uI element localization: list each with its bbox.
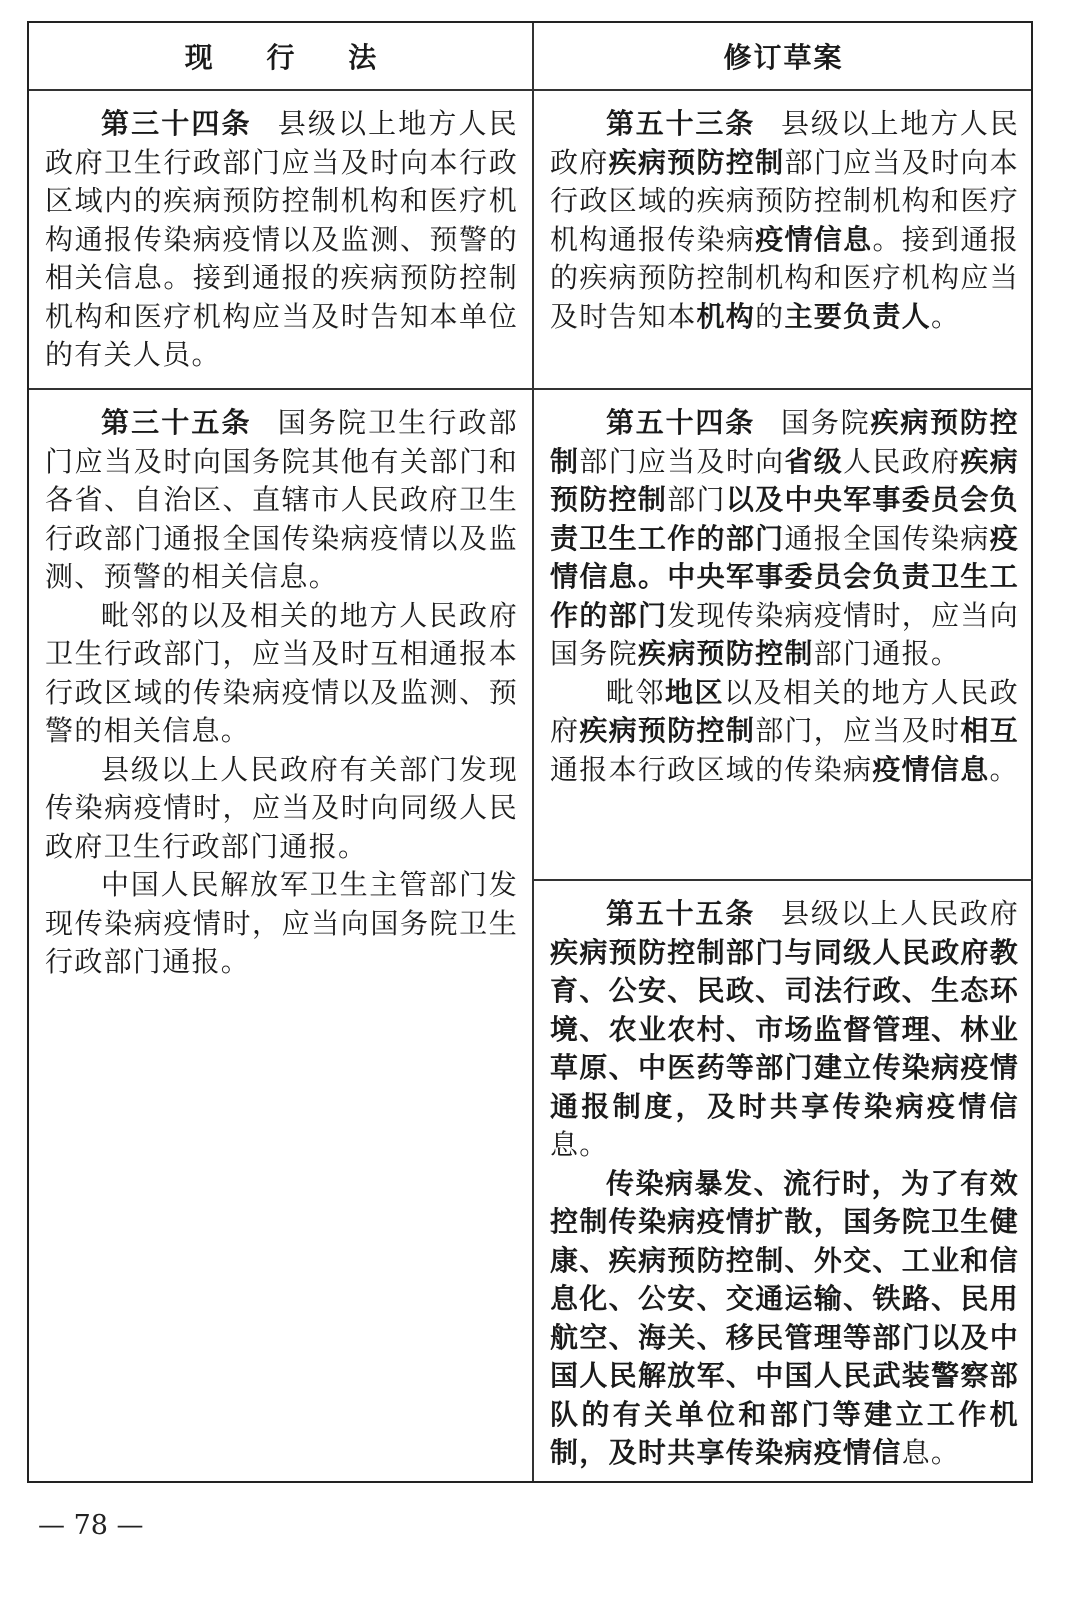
article-53-text: 。接到通报的疾病预防控制机构和医疗机构应当及时告知本 (550, 222, 1019, 333)
right-article-53 (534, 91, 1033, 336)
article-54-p2-text: 毗邻 (606, 675, 666, 709)
article-55-title: 第五十五条 (606, 897, 756, 930)
article-54-text: 通报全国传染病 (784, 521, 990, 555)
article-54-p2-bold: 相互 (960, 714, 1019, 747)
article-53-title: 第五十三条 (606, 107, 756, 140)
article-53-text: 。 (930, 299, 961, 333)
article-54-bold: 以及中央军事委员会负责卫生工作的部门 (550, 483, 1019, 555)
article-53-bold: 疾病预防控制 (608, 145, 785, 179)
article-54-bold: 疾病预防控制 (550, 444, 1019, 516)
article-54-bold: 省级 (784, 444, 844, 478)
left-article-34 (29, 91, 532, 375)
article-53-text: 的 (755, 299, 785, 333)
header-revised-draft: 修订草案 (723, 41, 844, 74)
article-54-title: 第五十四条 (606, 406, 756, 439)
article-54-text: 发现传染病疫情时，应当向国务院 (550, 598, 1020, 670)
article-53-bold: 主要负责人 (784, 299, 931, 333)
article-55-p2-bold: 传染病暴发、流行时，为了有效控制传染病疫情扩散，国务院卫生健康、疾病预防控制、外交、工业和信息化、公安、交通运输、铁路、民用航空、海关、移民管理等部门以及中国人民解放军、中国人民武装警察部队的有关单位和部门等建立工作机制，及时共享传染病疫情信 (550, 1166, 1019, 1469)
article-53-bold: 机构 (696, 299, 756, 333)
article-54-p2-text: 以及相关的地方人民政府 (550, 675, 1019, 747)
article-54-text: 部门通报。 (813, 637, 961, 670)
article-54-text: 国务院 (781, 406, 871, 439)
article-55-p2-text: 息。 (901, 1436, 961, 1469)
article-54-p2-bold: 疾病预防控制 (579, 714, 756, 747)
article-35-p2: 毗邻的以及相关的地方人民政府卫生行政部门，应当及时互相通报本行政区域的传染病疫情以及监测、预警的相关信息。 (45, 598, 518, 747)
page-number: — 78 — (38, 1510, 144, 1541)
article-35-p3: 县级以上人民政府有关部门发现传染病疫情时，应当及时向同级人民政府卫生行政部门通报。 (45, 752, 518, 863)
article-54-text: 人民政府 (843, 444, 961, 478)
comparison-table (27, 21, 1033, 1483)
article-53-text: 县级以上地方人民政府 (550, 107, 1019, 179)
article-53-text: 部门应当及时向本行政区域的疾病预防控制机构和医疗机构通报传染病 (550, 145, 1019, 256)
header-current-law: 现 行 法 (184, 41, 399, 74)
article-54-p2-bold: 地区 (665, 675, 725, 709)
article-55-text: 县级以上人民政府 (781, 897, 1019, 930)
article-34-text: 县级以上地方人民政府卫生行政部门应当及时向本行政区域内的疾病预防控制机构和医疗机构通报传染病疫情以及监测、预警的相关信息。接到通报的疾病预防控制机构和医疗机构应当及时告知本单位的有关人员。 (45, 107, 518, 371)
article-54-p2-text: 通报本行政区域的传染病 (550, 752, 873, 786)
article-54-bold: 疾病预防控制 (550, 406, 1019, 478)
article-54-bold: 疾病预防控制 (637, 637, 814, 670)
article-55-text: 息。 (550, 1128, 609, 1161)
article-54-p2-text: 。 (989, 752, 1019, 786)
article-54-text: 部门 (667, 483, 726, 516)
right-article-55 (534, 881, 1033, 1473)
article-35-p4: 中国人民解放军卫生主管部门发现传染病疫情时，应当向国务院卫生行政部门通报。 (45, 868, 518, 978)
article-35-title: 第三十五条 (101, 406, 252, 439)
article-35-p1: 国务院卫生行政部门应当及时向国务院其他有关部门和各省、自治区、直辖市人民政府卫生行政部门通报全国传染病疫情以及监测、预警的相关信息。 (45, 406, 518, 593)
article-34-title: 第三十四条 (101, 107, 252, 140)
article-54-text: 部门应当及时向 (579, 444, 785, 478)
article-55-bold: 疾病预防控制部门与同级人民政府教育、公安、民政、司法行政、生态环境、农业农村、市场监督管理、林业草原、中医药等部门建立传染病疫情通报制度，及时共享传染病疫情信 (550, 935, 1019, 1123)
article-54-bold: 疫情信息。中央军事委员会负责卫生工作的部门 (550, 521, 1019, 632)
article-54-p2-bold: 疫情信息 (872, 752, 990, 786)
left-article-35 (29, 390, 532, 982)
article-53-bold: 疫情信息 (755, 222, 873, 256)
right-article-54 (534, 390, 1033, 789)
article-54-p2-text: 部门，应当及时 (755, 714, 961, 747)
